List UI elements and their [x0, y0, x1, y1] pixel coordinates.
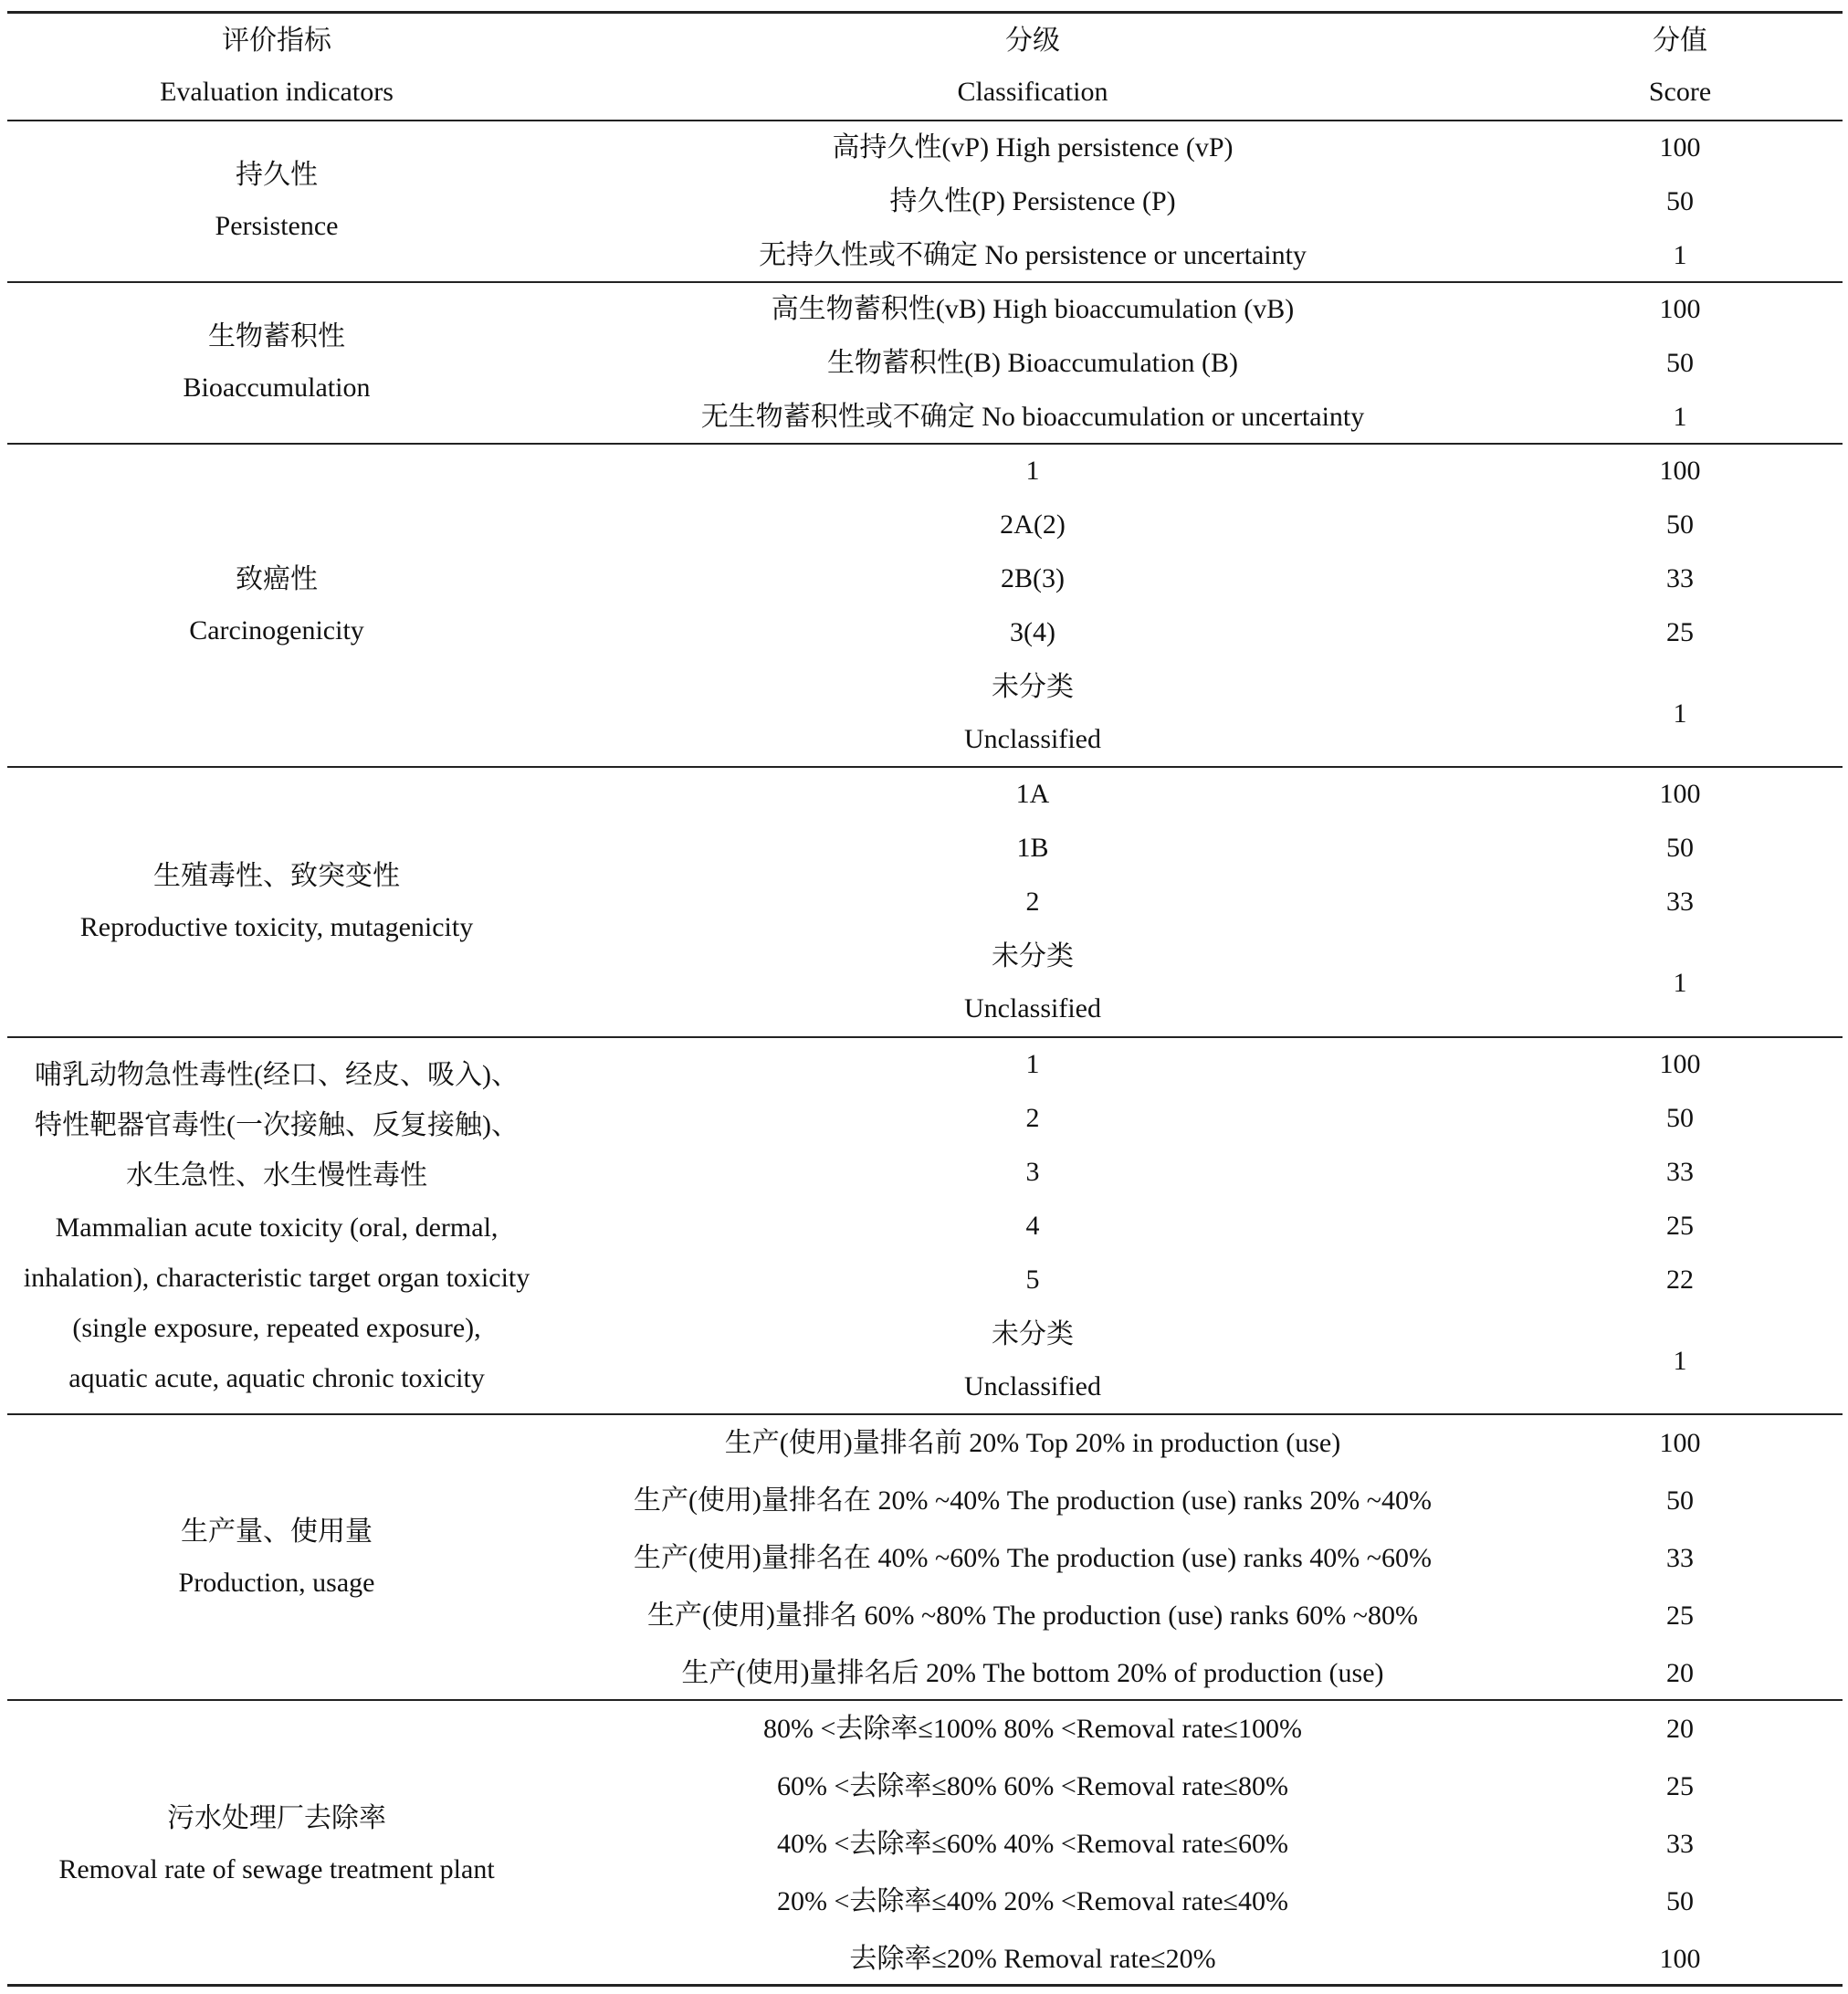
score-cell: 50 [1666, 1103, 1694, 1133]
indicator-label: (single exposure, repeated exposure), [72, 1313, 481, 1343]
classification-cell: 2B(3) [1001, 563, 1065, 593]
classification-cell: 生产(使用)量排名后 20% The bottom 20% of production (use) [681, 1658, 1384, 1688]
score-cell: 25 [1666, 617, 1694, 647]
classification-cell: 无生物蓄积性或不确定 No bioaccumulation or uncertainty [700, 402, 1365, 432]
classification-cell: 3 [1025, 1157, 1040, 1187]
group-divider-rule [7, 281, 1843, 283]
indicator-label: 水生急性、水生慢性毒性 [126, 1160, 427, 1191]
header-classification-zh: 分级 [1005, 26, 1060, 56]
header-score-en: Score [1648, 77, 1712, 107]
score-cell: 50 [1666, 833, 1694, 863]
score-cell: 1 [1673, 240, 1687, 270]
score-cell: 50 [1666, 186, 1694, 216]
classification-cell: 2 [1025, 1103, 1040, 1133]
score-cell: 25 [1666, 1600, 1694, 1631]
score-cell: 100 [1659, 1049, 1701, 1079]
group-divider-rule [7, 443, 1843, 445]
score-cell: 33 [1666, 1829, 1694, 1859]
classification-cell: Unclassified [964, 993, 1101, 1023]
score-cell: 100 [1659, 779, 1701, 809]
indicator-label: Mammalian acute toxicity (oral, dermal, [55, 1212, 499, 1243]
table-bottom-rule [7, 1984, 1843, 1987]
score-cell: 33 [1666, 887, 1694, 917]
score-cell: 1 [1673, 968, 1687, 998]
classification-cell: 未分类 [992, 941, 1074, 971]
classification-cell: 1 [1025, 1049, 1040, 1079]
score-cell: 50 [1666, 509, 1694, 540]
indicator-label: 特性靶器官毒性(一次接触、反复接触)、 [35, 1110, 519, 1140]
classification-cell: 生产(使用)量排名前 20% Top 20% in production (use) [724, 1428, 1341, 1458]
header-indicator-en: Evaluation indicators [160, 77, 394, 107]
classification-cell: 生产(使用)量排名在 20% ~40% The production (use) ranks 20% ~40% [634, 1485, 1432, 1516]
classification-cell: 3(4) [1010, 617, 1055, 647]
classification-cell: 未分类 [992, 1319, 1074, 1349]
score-cell: 25 [1666, 1771, 1694, 1801]
score-cell: 33 [1666, 1543, 1694, 1573]
score-cell: 33 [1666, 563, 1694, 593]
classification-cell: 1B [1016, 833, 1049, 863]
group-divider-rule [7, 766, 1843, 768]
indicator-label: 哺乳动物急性毒性(经口、经皮、吸入)、 [35, 1060, 519, 1090]
indicator-label: 污水处理厂去除率 [167, 1803, 386, 1833]
header-indicator-zh: 评价指标 [222, 26, 331, 56]
indicator-label: Bioaccumulation [183, 373, 371, 403]
classification-cell: 1A [1015, 779, 1050, 809]
score-cell: 33 [1666, 1157, 1694, 1187]
classification-cell: 生产(使用)量排名在 40% ~60% The production (use) ranks 40% ~60% [634, 1543, 1432, 1573]
score-cell: 25 [1666, 1211, 1694, 1241]
classification-cell: 未分类 [992, 672, 1074, 702]
classification-cell: 无持久性或不确定 No persistence or uncertainty [759, 240, 1307, 270]
classification-cell: 生物蓄积性(B) Bioaccumulation (B) [827, 348, 1238, 378]
header-bottom-rule [7, 120, 1843, 121]
score-cell: 50 [1666, 1886, 1694, 1916]
classification-cell: 生产(使用)量排名 60% ~80% The production (use) ranks 60% ~80% [647, 1600, 1418, 1631]
indicator-label: inhalation), characteristic target organ toxicity [23, 1263, 530, 1293]
classification-cell: Unclassified [964, 1371, 1101, 1401]
score-cell: 100 [1659, 1428, 1701, 1458]
indicator-label: 致癌性 [236, 564, 318, 594]
indicator-label: aquatic acute, aquatic chronic toxicity [68, 1363, 485, 1393]
score-cell: 50 [1666, 1485, 1694, 1516]
classification-cell: 5 [1025, 1265, 1040, 1295]
classification-cell: 2A(2) [1000, 509, 1066, 540]
header-score-zh: 分值 [1653, 26, 1707, 56]
score-cell: 100 [1659, 294, 1701, 324]
classification-cell: 高生物蓄积性(vB) High bioaccumulation (vB) [771, 294, 1295, 324]
classification-cell: 高持久性(vP) High persistence (vP) [832, 132, 1234, 163]
classification-cell: 持久性(P) Persistence (P) [889, 186, 1176, 216]
indicator-label: Carcinogenicity [189, 615, 364, 645]
classification-cell: 2 [1025, 887, 1040, 917]
header-classification-en: Classification [957, 77, 1108, 107]
indicator-label: 生殖毒性、致突变性 [153, 861, 400, 891]
classification-cell: 去除率≤20% Removal rate≤20% [849, 1944, 1216, 1974]
table-top-rule [7, 11, 1843, 14]
classification-cell: 20% <去除率≤40% 20% <Removal rate≤40% [777, 1886, 1288, 1916]
score-cell: 100 [1659, 1944, 1701, 1974]
score-cell: 100 [1659, 456, 1701, 486]
classification-cell: 1 [1025, 456, 1040, 486]
indicator-label: Reproductive toxicity, mutagenicity [79, 912, 474, 942]
score-cell: 1 [1673, 698, 1687, 729]
score-cell: 20 [1666, 1658, 1694, 1688]
score-cell: 100 [1659, 132, 1701, 163]
group-divider-rule [7, 1699, 1843, 1701]
score-cell: 20 [1666, 1714, 1694, 1744]
score-cell: 50 [1666, 348, 1694, 378]
group-divider-rule [7, 1036, 1843, 1038]
classification-cell: 4 [1025, 1211, 1040, 1241]
indicator-label: 持久性 [236, 160, 318, 190]
classification-cell: 40% <去除率≤60% 40% <Removal rate≤60% [777, 1829, 1288, 1859]
classification-cell: 60% <去除率≤80% 60% <Removal rate≤80% [777, 1771, 1288, 1801]
classification-cell: 80% <去除率≤100% 80% <Removal rate≤100% [763, 1714, 1302, 1744]
classification-cell: Unclassified [964, 724, 1101, 754]
indicator-label: Persistence [215, 211, 339, 241]
indicator-label: 生产量、使用量 [181, 1516, 373, 1547]
indicator-label: Production, usage [178, 1568, 375, 1598]
score-cell: 1 [1673, 1346, 1687, 1376]
indicator-label: Removal rate of sewage treatment plant [58, 1854, 495, 1884]
score-cell: 22 [1666, 1265, 1694, 1295]
score-cell: 1 [1673, 402, 1687, 432]
group-divider-rule [7, 1413, 1843, 1415]
indicator-label: 生物蓄积性 [208, 321, 345, 352]
